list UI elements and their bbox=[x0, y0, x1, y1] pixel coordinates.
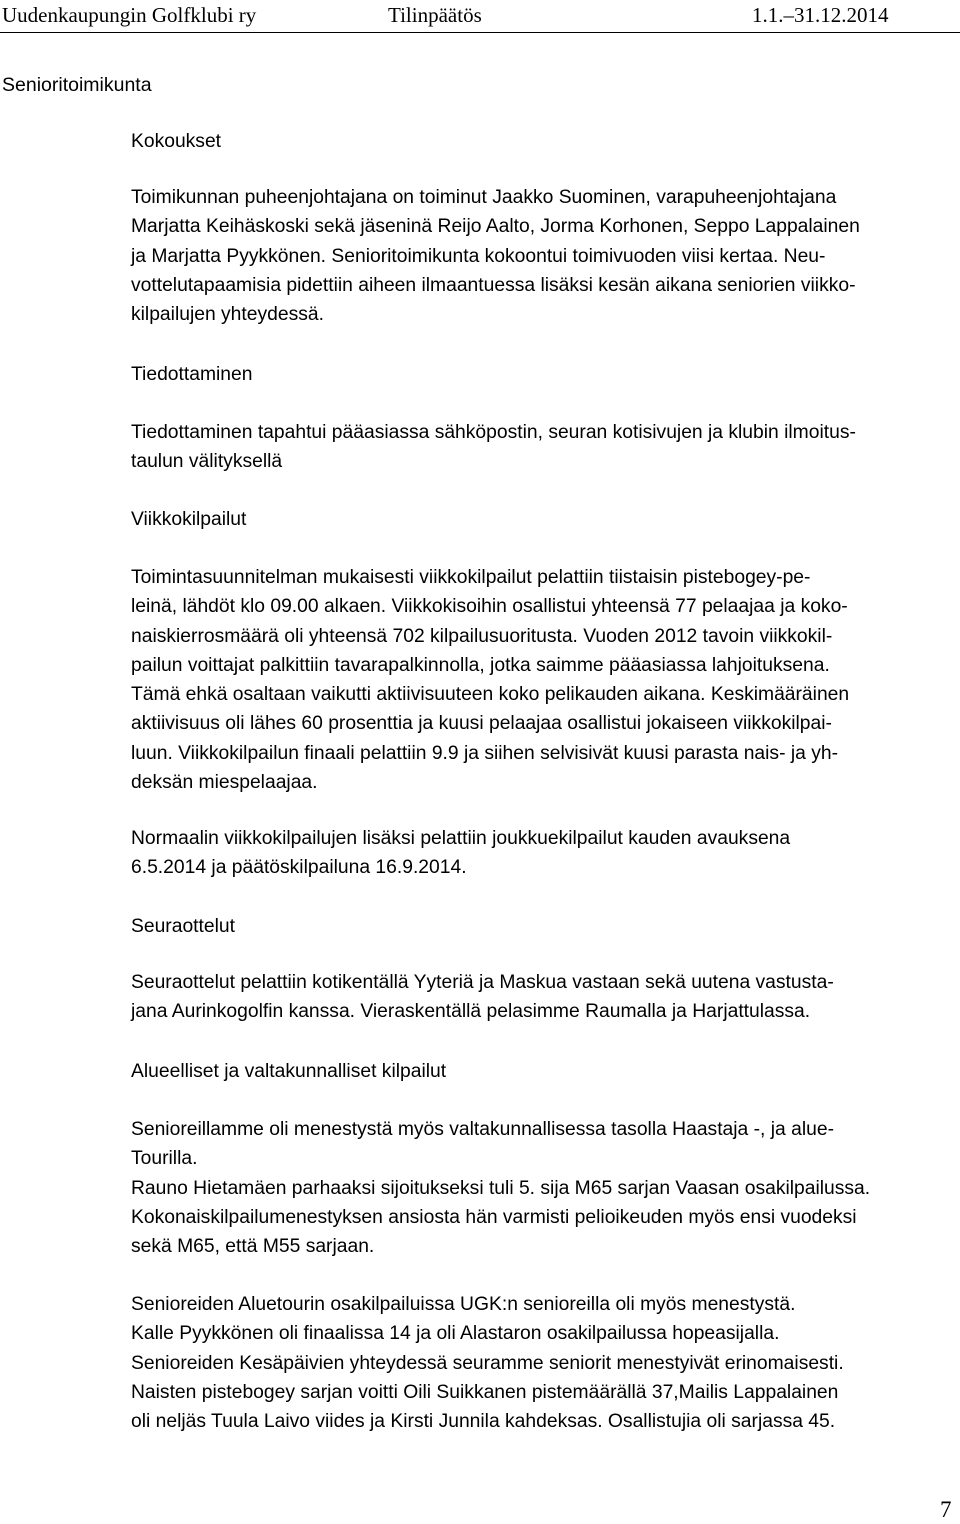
text-line: pailun voittajat palkittiin tavarapalkinnolla, jotka saimme pääasiassa lahjoituksena. bbox=[131, 654, 830, 676]
text-line: Toimikunnan puheenjohtajana on toiminut Jaakko Suominen, varapuheenjohtajana bbox=[131, 187, 837, 208]
text-line: ja Marjatta Pyykkönen. Senioritoimikunta kokoontui toimivuoden viisi kertaa. Neu- bbox=[131, 245, 826, 267]
text-line: aktiivisuus oli lähes 60 prosenttia ja kuusi pelaajaa osallistui jokaiseen viikkokilpai- bbox=[131, 713, 832, 735]
paragraph-viikkokilpailut bbox=[131, 563, 956, 797]
text-line: kilpailujen yhteydessä. bbox=[131, 304, 324, 326]
paragraph-seuraottelut bbox=[131, 968, 956, 1027]
text-line: Senioreiden Kesäpäivien yhteydessä seuramme seniorit menestyivät erinomaisesti. bbox=[131, 1352, 844, 1374]
heading-tiedottaminen: Tiedottaminen bbox=[131, 364, 253, 385]
text-line: deksän miespelaajaa. bbox=[131, 772, 318, 794]
text-line: jana Aurinkogolfin kanssa. Vieraskentällä pelasimme Raumalla ja Harjattulassa. bbox=[131, 1001, 811, 1023]
text-line: vottelutapaamisia pidettiin aiheen ilmaantuessa lisäksi kesän aikana seniorien viikko- bbox=[131, 274, 856, 296]
text-line: Normaalin viikkokilpailujen lisäksi pelattiin joukkuekilpailut kauden avauksena bbox=[131, 828, 791, 849]
text-line: 6.5.2014 ja päätöskilpailuna 16.9.2014. bbox=[131, 857, 467, 879]
section-title: Senioritoimikunta bbox=[2, 74, 152, 96]
paragraph-normaalin bbox=[131, 824, 956, 883]
page-number: 7 bbox=[940, 1497, 952, 1522]
heading-seuraottelut: Seuraottelut bbox=[131, 916, 235, 937]
text-line: Naisten pistebogey sarjan voitti Oili Suikkanen pistemäärällä 37,Mailis Lappalainen bbox=[131, 1381, 839, 1403]
text-line: Toimintasuunnitelman mukaisesti viikkokilpailut pelattiin tiistaisin pistebogey-pe- bbox=[131, 567, 811, 588]
heading-viikkokilpailut: Viikkokilpailut bbox=[131, 509, 247, 530]
paragraph-aluetour bbox=[131, 1290, 956, 1436]
heading-alueelliset: Alueelliset ja valtakunnalliset kilpailut bbox=[131, 1061, 447, 1082]
page-header bbox=[0, 0, 960, 30]
text-line: leinä, lähdöt klo 09.00 alkaen. Viikkokisoihin osallistui yhteensä 77 pelaajaa ja koko- bbox=[131, 596, 848, 618]
text-line: Marjatta Keihäskoski sekä jäseninä Reijo Aalto, Jorma Korhonen, Seppo Lappalainen bbox=[131, 216, 860, 238]
text-line: naiskierrosmäärä oli yhteensä 702 kilpailusuoritusta. Vuoden 2012 tavoin viikkokil- bbox=[131, 625, 833, 647]
text-line: Senioreillamme oli menestystä myös valtakunnallisessa tasolla Haastaja -, ja alue- bbox=[131, 1119, 835, 1140]
header-divider bbox=[0, 32, 960, 33]
text-line: taulun välityksellä bbox=[131, 451, 283, 473]
paragraph-kokoukset bbox=[131, 183, 956, 329]
paragraph-tiedottaminen bbox=[131, 418, 956, 477]
text-line: Tämä ehkä osaltaan vaikutti aktiivisuuteen koko pelikauden aikana. Keskimääräinen bbox=[131, 684, 850, 706]
text-line: Tourilla. bbox=[131, 1148, 198, 1170]
text-line: Rauno Hietamäen parhaaksi sijoitukseksi tuli 5. sija M65 sarjan Vaasan osakilpailussa. bbox=[131, 1177, 871, 1199]
text-line: Senioreiden Aluetourin osakilpailuissa UGK:n senioreilla oli myös menestystä. bbox=[131, 1294, 796, 1315]
text-line: Kalle Pyykkönen oli finaalissa 14 ja oli Alastaron osakilpailussa hopeasijalla. bbox=[131, 1323, 780, 1345]
text-line: Tiedottaminen tapahtui pääasiassa sähköpostin, seuran kotisivujen ja klubin ilmoitus- bbox=[131, 422, 856, 443]
text-line: luun. Viikkokilpailun finaali pelattiin 9.9 ja siihen selvisivät kuusi parasta nais- ja yh- bbox=[131, 742, 838, 764]
heading-kokoukset: Kokoukset bbox=[131, 131, 222, 152]
text-line: sekä M65, että M55 sarjaan. bbox=[131, 1236, 375, 1258]
header-period: 1.1.–31.12.2014 bbox=[752, 3, 889, 27]
text-line: oli neljäs Tuula Laivo viides ja Kirsti Junnila kahdeksas. Osallistujia oli sarjassa 45. bbox=[131, 1411, 836, 1433]
header-club-name: Uudenkaupungin Golfklubi ry bbox=[2, 3, 257, 27]
paragraph-alueelliset bbox=[131, 1115, 956, 1261]
text-line: Kokonaiskilpailumenestyksen ansiosta hän varmisti pelioikeuden myös ensi vuodeksi bbox=[131, 1206, 857, 1228]
text-line: Seuraottelut pelattiin kotikentällä Yyteriä ja Maskua vastaan sekä uutena vastusta- bbox=[131, 972, 834, 993]
header-document-title: Tilinpäätös bbox=[388, 3, 482, 27]
